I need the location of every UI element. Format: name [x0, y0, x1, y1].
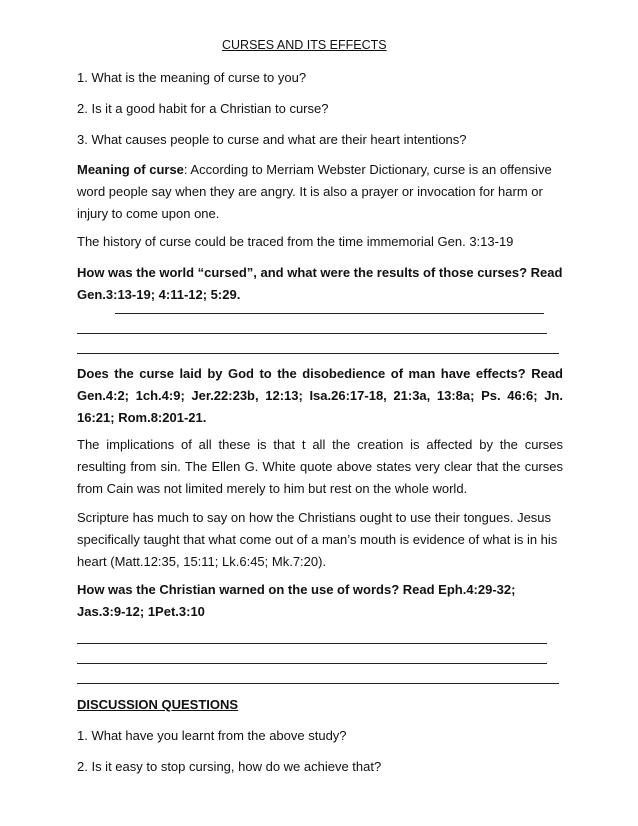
- answer-line: [77, 333, 547, 334]
- meaning-label: Meaning of curse: [77, 162, 184, 177]
- meaning-paragraph: [77, 159, 563, 225]
- page-title: CURSES AND ITS EFFECTS: [222, 38, 387, 52]
- answer-line: [77, 643, 547, 644]
- meaning-text: : According to Merriam Webster Dictionary, curse is an offensive word people say when they are angry. It is also a prayer or invocation for harm or injury to come upon one.: [77, 162, 552, 221]
- question-warned: How was the Christian warned on the use of words? Read Eph.4:29-32; Jas.3:9-12; 1Pet.3:10: [77, 582, 516, 619]
- question-disobedience: Does the curse laid by God to the disobedience of man have effects? Read Gen.4:2; 1ch.4:9; Jer.22:23b, 12:13; Isa.26:17-18, 21:3a, 13:8a; Ps. 46:6; Jn. 16:21; Rom.8:201-21.: [77, 366, 563, 425]
- answer-line: [115, 313, 544, 314]
- question-world-cursed: How was the world “cursed”, and what were the results of those curses? Read Gen.3:13-19; 4:11-12; 5:29.: [77, 265, 563, 302]
- answer-line: [77, 663, 547, 664]
- discussion-question-2: 2. Is it easy to stop cursing, how do we achieve that?: [77, 759, 382, 774]
- history-paragraph: The history of curse could be traced from the time immemorial Gen. 3:13-19: [77, 234, 514, 249]
- question-3: 3. What causes people to curse and what are their heart intentions?: [77, 132, 467, 147]
- answer-line: [77, 353, 559, 354]
- question-2: 2. Is it a good habit for a Christian to curse?: [77, 101, 329, 116]
- answer-line: [77, 683, 559, 684]
- scripture-paragraph: Scripture has much to say on how the Christians ought to use their tongues. Jesus specifically taught that what come out of a man’s mouth is evidence of what is in his heart (Matt.12:35, 15:11; Lk.6:45; Mk.7:20).: [77, 510, 558, 569]
- question-1: 1. What is the meaning of curse to you?: [77, 70, 307, 85]
- discussion-question-1: 1. What have you learnt from the above study?: [77, 728, 347, 743]
- discussion-heading: DISCUSSION QUESTIONS: [77, 697, 239, 712]
- implications-paragraph: The implications of all these is that t all the creation is affected by the curses resulting from sin. The Ellen G. White quote above states very clear that the curses from Cain was not limited merely to him but rest on the whole world.: [77, 437, 563, 496]
